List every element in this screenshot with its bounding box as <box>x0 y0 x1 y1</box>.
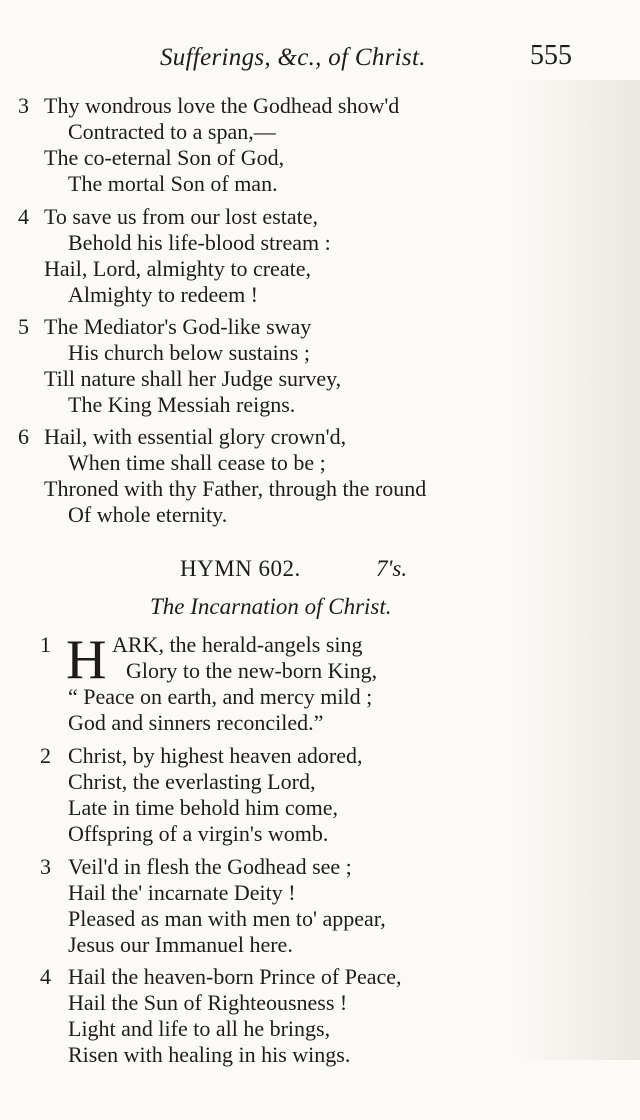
verse-line: Of whole eternity. <box>68 502 228 527</box>
verse-line: Pleased as man with men to' appear, <box>68 906 386 931</box>
verse-line: Veil'd in flesh the Godhead see ; <box>68 854 352 879</box>
verse-line: Late in time behold him come, <box>68 795 339 820</box>
hymn-meter: 7's. <box>376 556 408 581</box>
verse-line: When time shall cease to be ; <box>68 450 326 475</box>
verse-line: God and sinners reconciled.” <box>68 710 324 735</box>
stanza-1 <box>0 629 640 736</box>
stanza-2 <box>0 743 640 847</box>
verse-line: Risen with healing in his wings. <box>68 1042 351 1067</box>
stanza-number: 2 <box>40 743 51 768</box>
verse-line: Jesus our Immanuel here. <box>68 932 293 957</box>
verse-line: The King Messiah reigns. <box>68 392 296 417</box>
stanza-number: 1 <box>40 632 51 657</box>
verse-line: Till nature shall her Judge survey, <box>44 366 342 391</box>
page-number: 555 <box>530 40 572 71</box>
stanza-number: 3 <box>18 93 29 118</box>
verse-line: Hail, Lord, almighty to create, <box>44 256 311 281</box>
stanza-number: 4 <box>18 204 29 229</box>
verse-line: Behold his life-blood stream : <box>68 230 331 255</box>
stanza-number: 4 <box>40 964 51 989</box>
verse-line: The co-eternal Son of God, <box>44 145 285 170</box>
verse-line: Christ, by highest heaven adored, <box>68 743 363 768</box>
stanza-number: 3 <box>40 854 51 879</box>
verse-line: The mortal Son of man. <box>68 171 278 196</box>
verse-line: Hail the' incarnate Deity ! <box>68 880 296 905</box>
verse-line: Hail the heaven-born Prince of Peace, <box>68 964 402 989</box>
verse-line: “ Peace on earth, and mercy mild ; <box>68 684 373 709</box>
running-title: Sufferings, &c., of Christ. <box>160 44 426 71</box>
verse-line: Thy wondrous love the Godhead show'd <box>44 93 400 118</box>
stanza-5-prev <box>0 314 640 418</box>
verse-line: Almighty to redeem ! <box>68 282 259 307</box>
verse-line: Offspring of a virgin's womb. <box>68 821 329 846</box>
stanza-number: 6 <box>18 424 29 449</box>
stanza-3-prev <box>0 93 640 197</box>
verse-line: His church below sustains ; <box>68 340 310 365</box>
verse-line: Throned with thy Father, through the round <box>44 476 427 501</box>
drop-cap: H <box>66 629 107 691</box>
page-header <box>0 40 640 80</box>
verse-line: Christ, the everlasting Lord, <box>68 769 316 794</box>
hymn-number: HYMN 602. <box>180 556 301 581</box>
verse-line: To save us from our lost estate, <box>44 204 319 229</box>
stanza-6-prev <box>0 424 640 528</box>
verse-line: Light and life to all he brings, <box>68 1016 331 1041</box>
verse-line: ARK, the herald-angels sing <box>112 632 363 657</box>
stanza-3 <box>0 854 640 958</box>
verse-line: Contracted to a span,— <box>68 119 276 144</box>
verse-line: Glory to the new-born King, <box>126 658 378 683</box>
verse-line: The Mediator's God-like sway <box>44 314 312 339</box>
verse-line: Hail, with essential glory crown'd, <box>44 424 347 449</box>
verse-line: Hail the Sun of Righteousness ! <box>68 990 348 1015</box>
stanza-number: 5 <box>18 314 29 339</box>
stanza-4 <box>0 964 640 1068</box>
hymn-subtitle: The Incarnation of Christ. <box>150 594 392 619</box>
stanza-4-prev <box>0 204 640 308</box>
hymn-heading <box>0 556 640 586</box>
